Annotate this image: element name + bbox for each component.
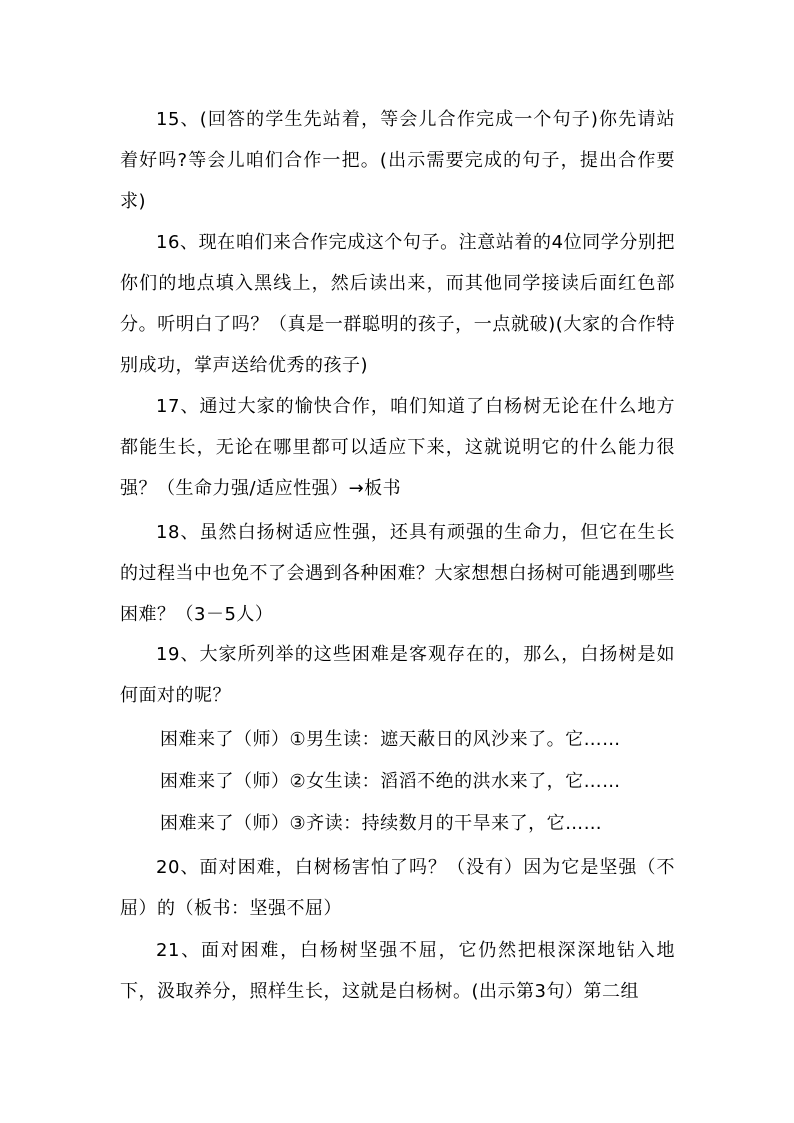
reading-line-girls: 困难来了（师）②女生读：滔滔不绝的洪水来了，它……: [160, 771, 621, 792]
reading-line-boys: 困难来了（师）①男生读：遮天蔽日的风沙来了。它……: [160, 729, 621, 750]
paragraph-19: 19、大家所列举的这些困难是客观存在的，那么，白扬树是如何面对的呢？: [120, 644, 675, 706]
paragraph-17: 17、通过大家的愉快合作，咱们知道了白杨树无论在什么地方都能生长，无论在哪里都可以适应下来，这就说明它的什么能力很强？（生命力强/适应性强）→板书: [120, 396, 675, 499]
paragraph-21: 21、面对困难，白杨树坚强不屈，它仍然把根深深地钻入地下，汲取养分，照样生长，这就是白杨树。(出示第3句）第二组: [120, 940, 675, 1002]
reading-line-all: 困难来了（师）③齐读：持续数月的干旱来了，它……: [160, 813, 603, 834]
paragraph-16: 16、现在咱们来合作完成这个句子。注意站着的4位同学分别把你们的地点填入黑线上，然后读出来，而其他同学接读后面红色部分。听明白了吗？（真是一群聪明的孩子，一点就破)(大家的合作特别成功，掌声送给优秀的孩子): [120, 232, 675, 376]
paragraph-20: 20、面对困难，白树杨害怕了吗？（没有）因为它是坚强（不屈）的（板书：坚强不屈）: [120, 857, 675, 919]
paragraph-15: 15、(回答的学生先站着，等会儿合作完成一个句子)你先请站着好吗?等会儿咱们合作一把。(出示需要完成的句子，提出合作要求): [120, 109, 675, 212]
paragraph-18: 18、虽然白扬树适应性强，还具有顽强的生命力，但它在生长的过程当中也免不了会遇到各种困难？大家想想白扬树可能遇到哪些困难？（3－5人）: [120, 522, 675, 625]
